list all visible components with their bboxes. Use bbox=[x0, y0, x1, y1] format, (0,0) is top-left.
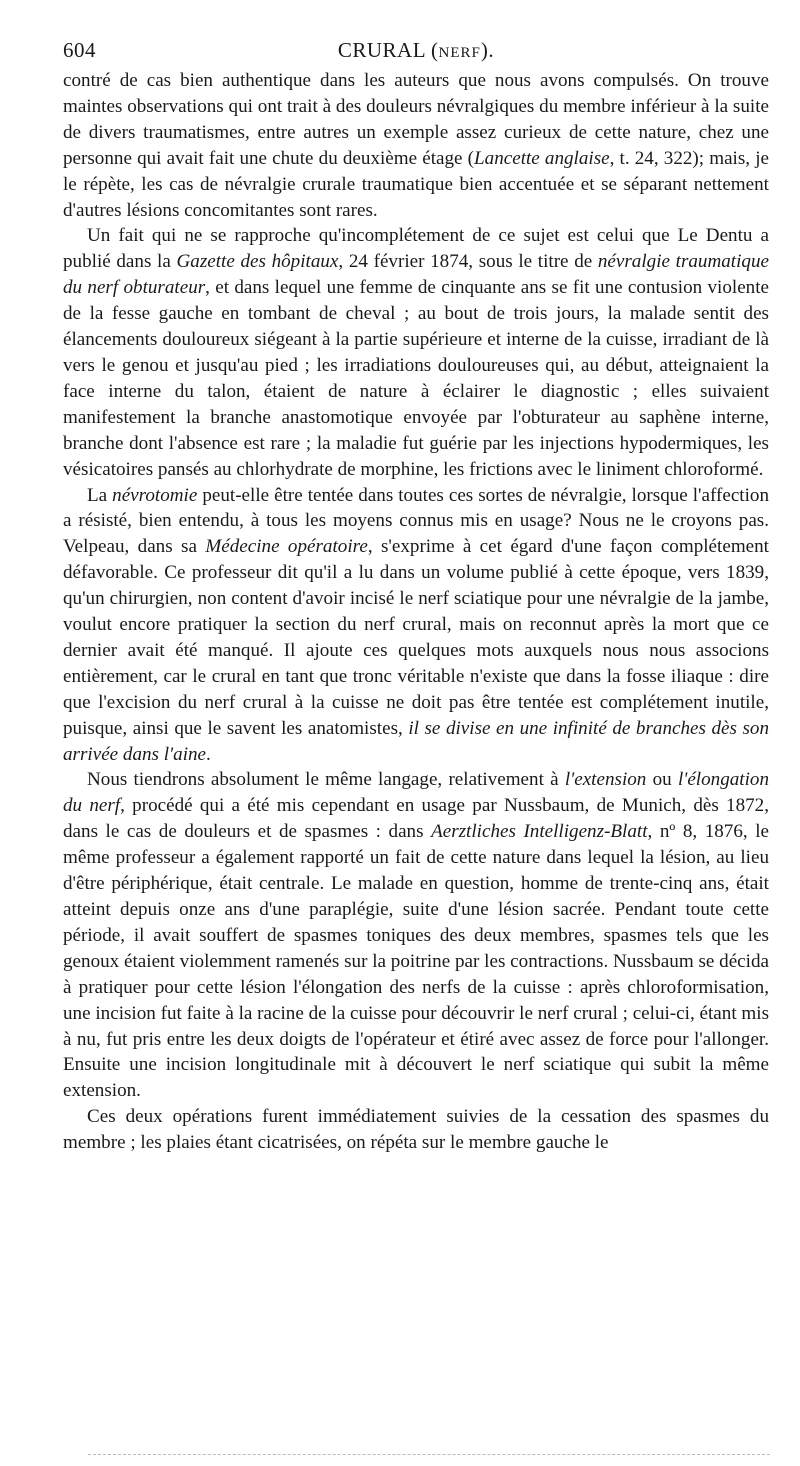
italic-text: névrotomie bbox=[112, 484, 198, 506]
italic-text: l'élongation du nerf bbox=[63, 769, 769, 817]
text-run: Un fait qui ne se rapproche qu'incomplétement de ce sujet est celui que Le Dentu a publié dans la bbox=[63, 225, 769, 273]
italic-text: Médecine opératoire bbox=[205, 536, 368, 558]
italic-text: Lancette anglaise bbox=[474, 147, 610, 169]
text-run: La bbox=[87, 484, 113, 506]
italic-text: il se divise en une infinité de branches dès son arrivée dans l'aine bbox=[63, 717, 769, 765]
page-number: 604 bbox=[63, 38, 96, 62]
footer-rule bbox=[88, 1454, 770, 1455]
text-run: , 24 février 1874, sous le titre de bbox=[338, 251, 598, 273]
body-text bbox=[63, 68, 769, 1156]
text-run: . bbox=[206, 743, 211, 765]
text-run: peut-elle être tentée dans toutes ces sortes de névralgie, lorsque l'affection a résisté, bien entendu, à tous les moyens connus mis en usage? Nous ne le croyons pas. Velpeau, dans sa bbox=[63, 484, 769, 558]
text-run: Nous tiendrons absolument le même langage, relativement à bbox=[87, 769, 565, 791]
paragraph bbox=[63, 1104, 769, 1156]
italic-text: Aerztliches Intelligenz-Blatt bbox=[431, 821, 648, 843]
paragraph bbox=[63, 767, 769, 1104]
text-run: , et dans lequel une femme de cinquante ans se fit une contusion violente de la fesse gauche en tombant de cheval ; au bout de trois jours, la malade sentit des élancements douloureux siégeant à la partie supérieure et interne de la cuisse, irradiant de là vers le genou et jusqu'au pied ; les irradiations douloureuses qui, au début, atteignaient la face interne du talon, étaient de nature à éclairer le diagnostic ; elles suivaient manifestement la branche anastomotique envoyée par l'obturateur au saphène interne, branche dont l'absence est rare ; la maladie fut guérie par les injections hypodermiques, les vésicatoires pansés au chlorhydrate de morphine, les frictions avec le liniment chloroformé. bbox=[63, 277, 769, 480]
italic-text: névralgie traumatique du nerf obturateur bbox=[63, 251, 769, 299]
running-title-end: ). bbox=[480, 38, 495, 62]
text-run: , procédé qui a été mis cependant en usage par Nussbaum, de Munich, dès 1872, dans le cas de douleurs et de spasmes : dans bbox=[63, 795, 769, 843]
running-title-smallcaps: NERF bbox=[438, 45, 481, 61]
running-title bbox=[63, 38, 769, 63]
paragraph bbox=[63, 483, 769, 768]
book-page bbox=[63, 38, 769, 1156]
text-run: , nº 8, 1876, le même professeur a également rapporté un fait de cette nature dans lequel la lésion, au lieu d'être périphérique, était centrale. Le malade en question, homme de trente-cinq ans, était atteint depuis onze ans d'une paraplégie, suite d'une lésion sacrée. Pendant toute cette période, il avait souffert de spasmes toniques des deux membres, spasmes tels que les genoux étaient violemment ramenés sur la poitrine par les contractions. Nussbaum se décida à pratiquer pour cette lésion l'élongation des nerfs de la cuisse : après chloroformisation, une incision fut faite à la racine de la cuisse pour découvrir le nerf crural ; celui-ci, étant mis à nu, fut pris entre les deux doigts de l'opérateur et étiré avec assez de force pour l'allonger. Ensuite une incision longitudinale mit à découvert le nerf sciatique qui subit la même extension. bbox=[63, 821, 769, 1102]
italic-text: Gazette des hôpitaux bbox=[176, 251, 339, 273]
running-title-main: CRURAL ( bbox=[337, 38, 439, 62]
text-run: Ces deux opérations furent immédiatement suivies de la cessation des spasmes du membre ; les plaies étant cicatrisées, on répéta sur le membre gauche le bbox=[63, 1106, 769, 1154]
paragraph bbox=[63, 68, 769, 223]
text-run: contré de cas bien authentique dans les auteurs que nous avons compulsés. On trouve maintes observations qui ont trait à des douleurs névralgiques du membre inférieur à la suite de divers traumatismes, entre autres un exemple assez curieux de cette nature, chez une personne qui avait fait une chute du deuxième étage ( bbox=[63, 70, 769, 169]
page-header bbox=[63, 38, 769, 68]
italic-text: l'extension bbox=[564, 769, 647, 791]
paragraph bbox=[63, 223, 769, 482]
text-run: ou bbox=[646, 769, 678, 791]
text-run: , t. 24, 322); mais, je le répète, les cas de névralgie crurale traumatique bien accentuée et se séparant nettement d'autres lésions concomitantes sont rares. bbox=[63, 147, 769, 221]
text-run: , s'exprime à cet égard d'une façon complétement défavorable. Ce professeur dit qu'il a lu dans un volume publié à cette époque, vers 1839, qu'un chirurgien, non content d'avoir incisé le nerf sciatique pour une névralgie de la jambe, voulut encore pratiquer la section du nerf crural, mais on reconnut après la mort que ce dernier avait été manqué. Il ajoute ces quelques mots auxquels nous nous associons entièrement, car le crural en tant que tronc véritable n'existe que dans la fosse iliaque : dire que l'excision du nerf crural à la cuisse ne doit pas être tentée est complétement inutile, puisque, ainsi que le savent les anatomistes, bbox=[63, 536, 769, 739]
